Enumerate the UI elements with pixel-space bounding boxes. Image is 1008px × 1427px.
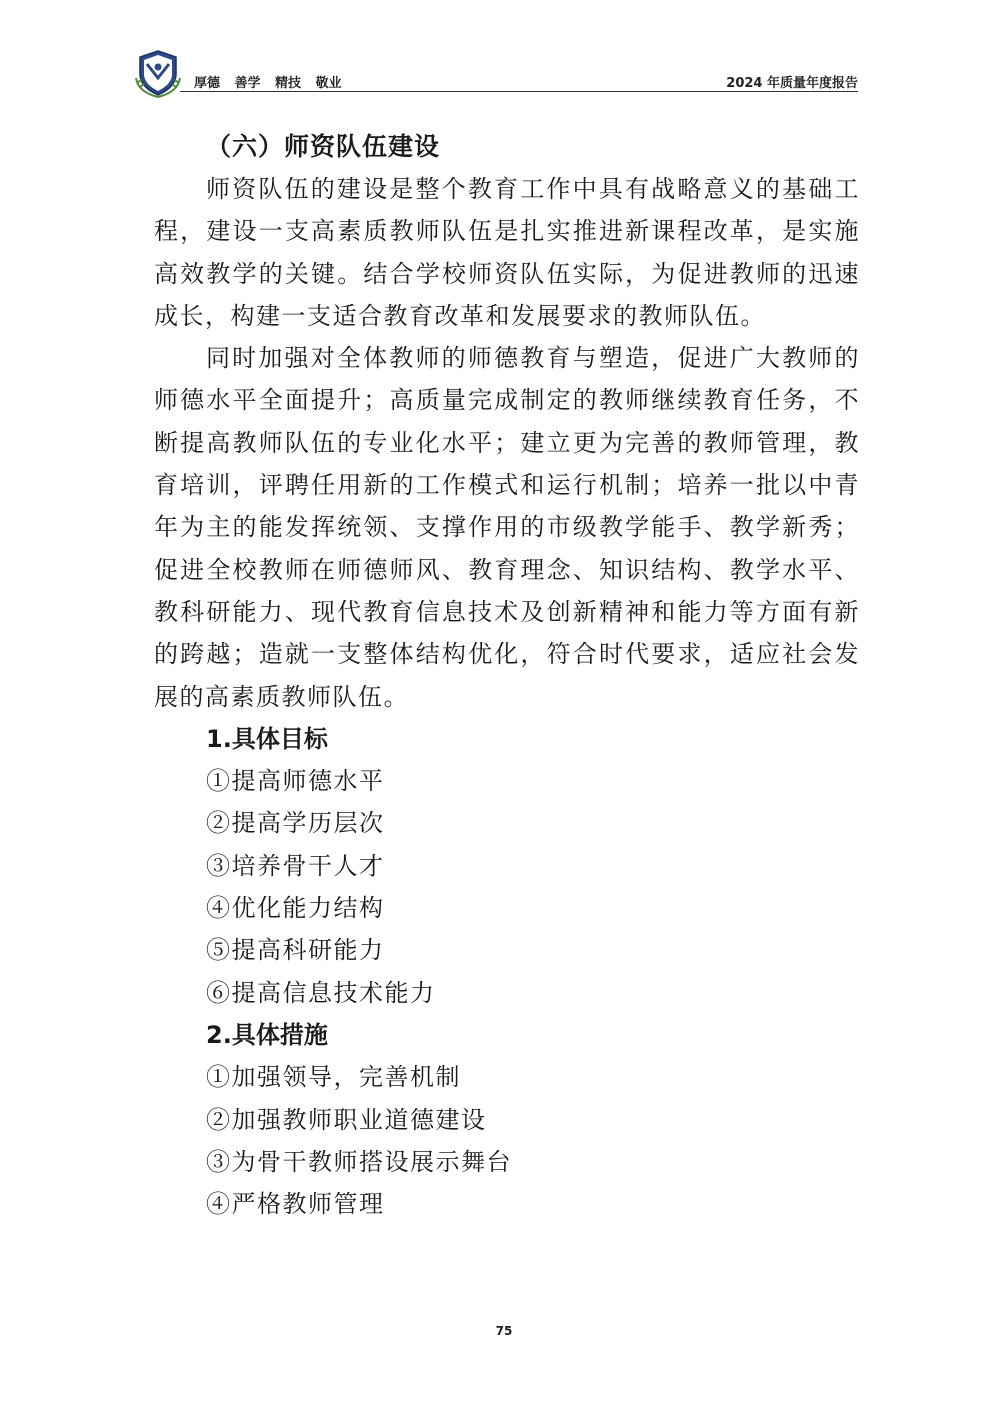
list-item: ④严格教师管理 <box>206 1190 385 1219</box>
list-item: ⑤提高科研能力 <box>206 936 385 965</box>
list-item: ③培养骨干人才 <box>206 851 385 880</box>
list-item: ②加强教师职业道德建设 <box>206 1105 487 1134</box>
measures-heading: 2.具体措施 <box>206 1020 328 1049</box>
school-crest-icon <box>134 48 182 98</box>
header-divider <box>180 91 858 92</box>
list-item: ①加强领导，完善机制 <box>206 1063 461 1092</box>
school-motto: 厚德 善学 精技 敬业 <box>194 76 342 91</box>
goals-heading: 1.具体目标 <box>206 724 328 753</box>
goals-list <box>154 760 860 1014</box>
report-title: 2024 年质量年度报告 <box>726 76 858 91</box>
section-title: （六）师资队伍建设 <box>206 132 441 161</box>
list-item: ④优化能力结构 <box>206 894 385 923</box>
main-content <box>154 126 860 1225</box>
measures-list <box>154 1056 860 1225</box>
paragraph: 同时加强对全体教师的师德教育与塑造，促进广大教师的师德水平全面提升；高质量完成制定的教师继续教育任务，不断提高教师队伍的专业化水平；建立更为完善的教师管理，教育培训，评聘任用新的工作模式和运行机制；培养一批以中青年为主的能发挥统领、支撑作用的市级教学能手、教学新秀；促进全校教师在师德师风、教育理念、知识结构、教学水平、教科研能力、现代教育信息技术及创新精神和能力等方面有新的跨越；造就一支整体结构优化，符合时代要求，适应社会发展的高素质教师队伍。 <box>154 344 860 711</box>
page-header <box>132 46 858 98</box>
list-item: ②提高学历层次 <box>206 809 385 838</box>
paragraph: 师资队伍的建设是整个教育工作中具有战略意义的基础工程，建设一支高素质教师队伍是扎实推进新课程改革，是实施高效教学的关键。结合学校师资队伍实际，为促进教师的迅速成长，构建一支适合教育改革和发展要求的教师队伍。 <box>154 175 860 330</box>
list-item: ⑥提高信息技术能力 <box>206 978 436 1007</box>
list-item: ①提高师德水平 <box>206 767 385 796</box>
page-number: 75 <box>495 1324 513 1338</box>
list-item: ③为骨干教师搭设展示舞台 <box>206 1147 512 1176</box>
